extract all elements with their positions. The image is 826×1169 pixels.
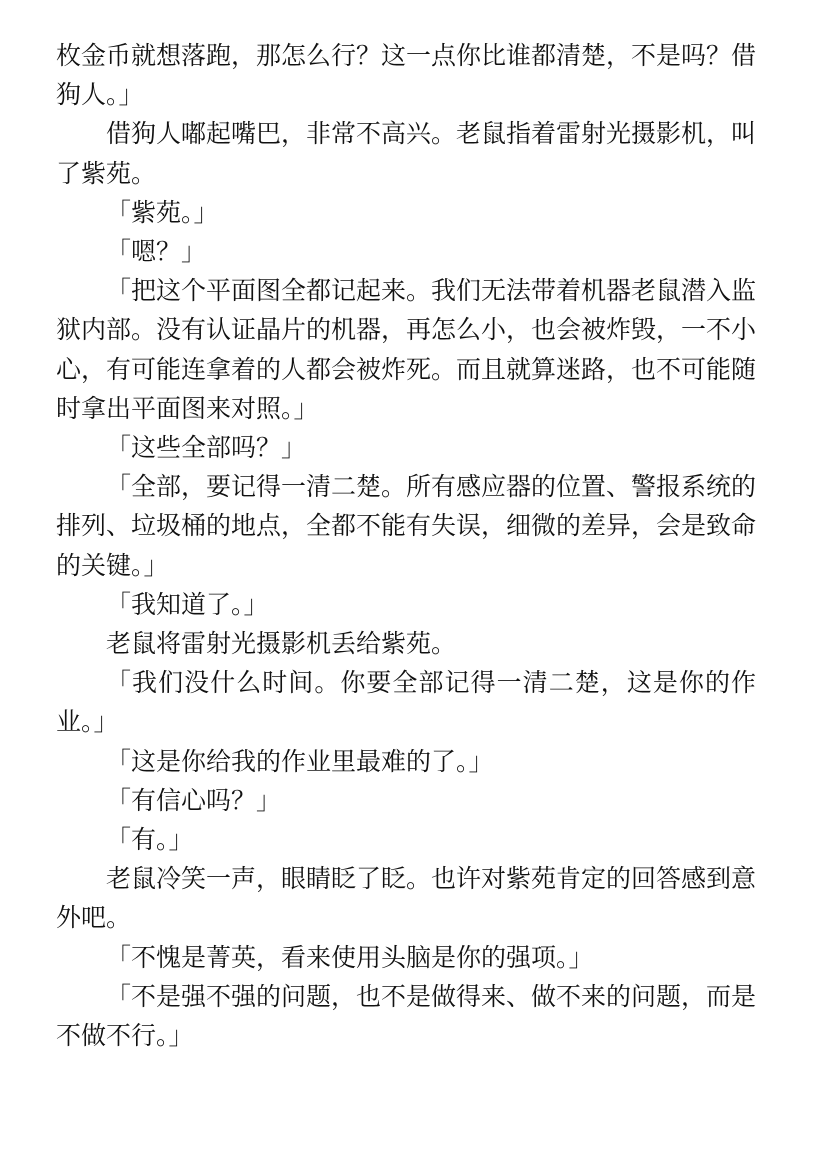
dialogue-line: 「这些全部吗？」 bbox=[106, 433, 307, 463]
dialogue-line: 「这是你给我的作业里最难的了。」 bbox=[106, 746, 494, 776]
paragraph: 借狗人嘟起嘴巴，非常不高兴。老鼠指着雷射光摄影机，叫了紫苑。 bbox=[56, 119, 757, 188]
paragraph: 老鼠冷笑一声，眼睛眨了眨。也许对紫苑肯定的回答感到意外吧。 bbox=[56, 864, 757, 933]
dialogue-line: 「我们没什么时间。你要全部记得一清二楚，这是你的作业。」 bbox=[56, 668, 756, 737]
dialogue-line: 「有信心吗？」 bbox=[106, 785, 282, 815]
dialogue-line: 「把这个平面图全都记起来。我们无法带着机器老鼠潜入监狱内部。没有认证晶片的机器，再怎么小，也会被炸毁，一不小心，有可能连拿着的人都会被炸死。而且就算迷路，也不可能随时拿出平面图来对照。」 bbox=[56, 276, 757, 423]
dialogue-line: 「有。」 bbox=[106, 825, 194, 855]
dialogue-line: 「我知道了。」 bbox=[106, 589, 269, 619]
dialogue-line: 「嗯？」 bbox=[106, 237, 207, 267]
book-page bbox=[56, 36, 756, 1055]
dialogue-line: 「全部，要记得一清二楚。所有感应器的位置、警报系统的排列、垃圾桶的地点，全都不能有失误，细微的差异，会是致命的关键。」 bbox=[56, 472, 757, 580]
paragraph-continued: 枚金币就想落跑，那怎么行？这一点你比谁都清楚，不是吗？借狗人。」 bbox=[56, 41, 757, 110]
dialogue-line: 「不愧是菁英，看来使用头脑是你的强项。」 bbox=[106, 942, 594, 972]
dialogue-line: 「不是强不强的问题，也不是做得来、做不来的问题，而是不做不行。」 bbox=[56, 981, 757, 1051]
paragraph: 老鼠将雷射光摄影机丢给紫苑。 bbox=[106, 629, 457, 659]
dialogue-line: 「紫苑。」 bbox=[106, 197, 219, 227]
